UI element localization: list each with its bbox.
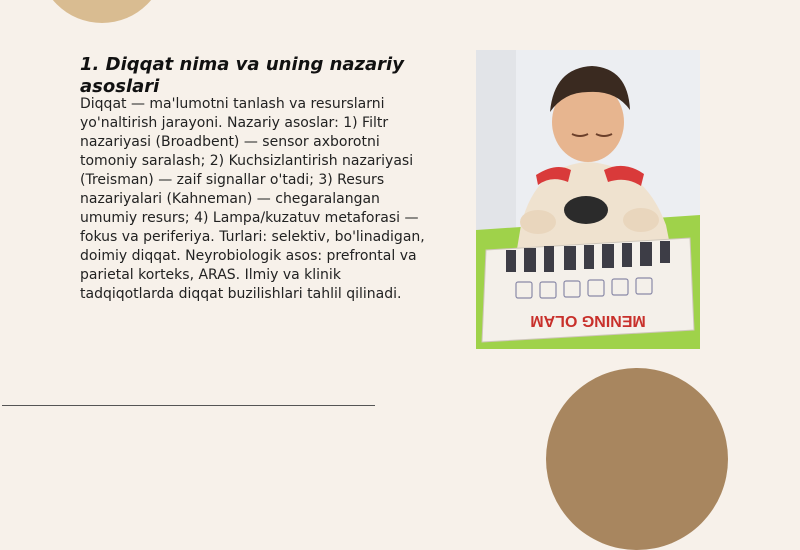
divider-line	[2, 405, 375, 406]
slide-body-text: Diqqat — ma'lumotni tanlash va resurslarni yo'naltirish jarayoni. Nazariy asoslar: 1) Filtr nazariyasi (Broadbent) — sensor axborotni tomoniy saralash; 2) Kuchsizlantirish nazariyasi (Treisman) — zaif signallar o'tadi; 3) Resurs nazariyalari (Kahneman) — chegaralangan umumiy resurs; 4) Lampa/kuzatuv metaforasi — fokus va periferiya. Turlari: selektiv, bo'linadigan, doimiy diqqat. Neyrobiologik asos: prefrontal va parietal korteks, ARAS. Ilmiy va klinik tadqiqotlarda diqqat buzilishlari tahlil qilinadi.	[80, 96, 425, 302]
photo-child-with-puzzle	[476, 50, 700, 349]
decorative-circle-bottom	[546, 368, 728, 550]
photo-caption-text: MENING OLAM	[530, 312, 646, 329]
decorative-circle-top	[38, 0, 166, 23]
slide-title: 1. Diqqat nima va uning nazariy asoslari	[80, 54, 404, 97]
